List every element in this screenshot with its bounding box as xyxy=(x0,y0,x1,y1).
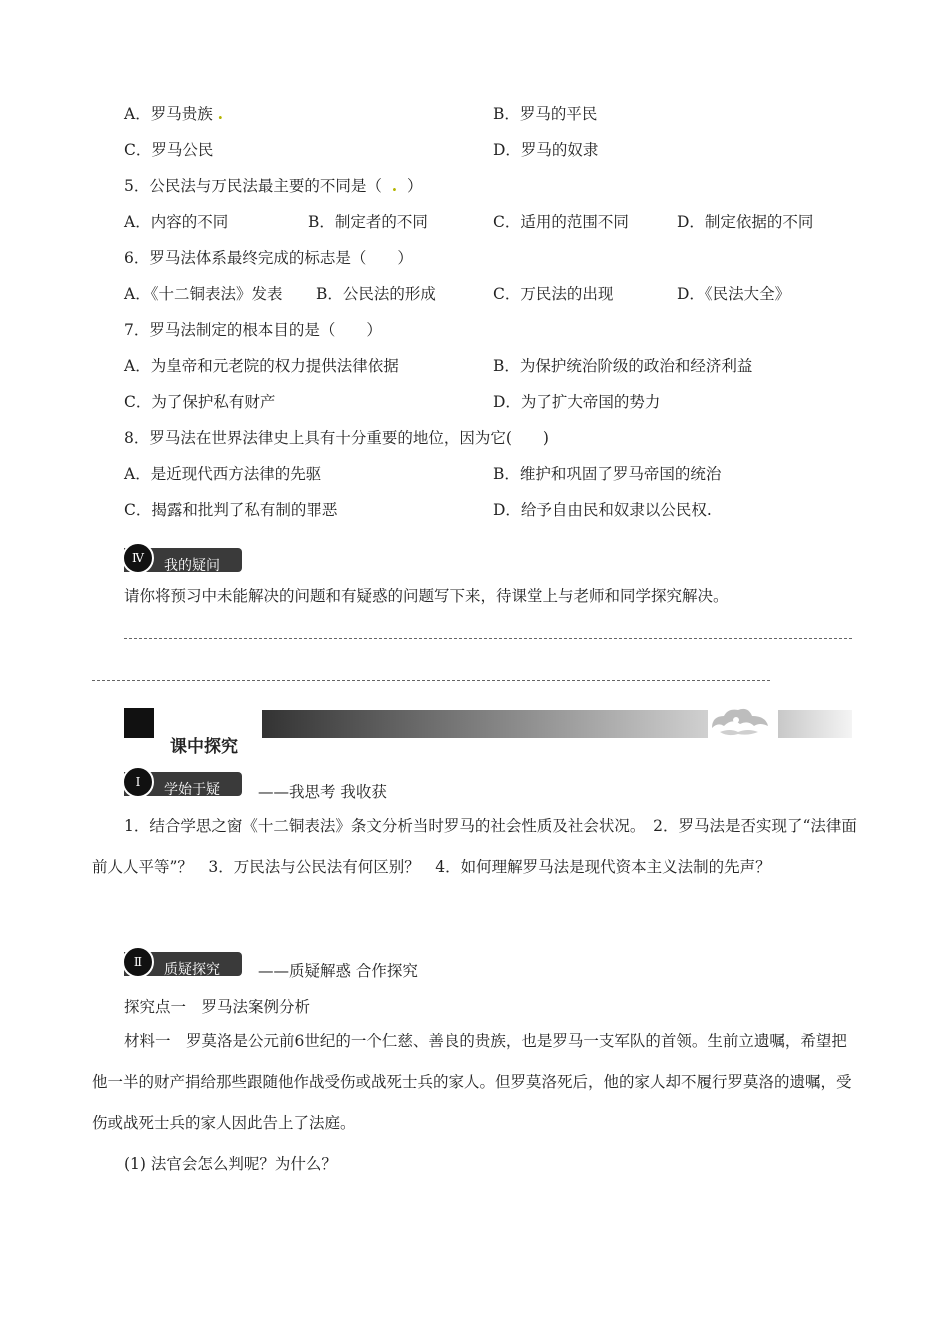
learn-badge xyxy=(124,772,242,796)
q4-option-c: C．罗马公民 xyxy=(124,141,214,159)
doubts-numeral: Ⅳ xyxy=(122,542,154,574)
answer-line-2 xyxy=(92,680,770,681)
q7-option-b: B．为保护统治阶级的政治和经济利益 xyxy=(493,357,753,375)
q5-option-d: D．制定依据的不同 xyxy=(677,213,814,231)
answer-line-1 xyxy=(124,638,852,639)
doubts-title: 我的疑问 xyxy=(164,558,220,574)
section-gradient-tail xyxy=(778,710,852,738)
inquiry-numeral: Ⅱ xyxy=(122,946,154,978)
learn-title: 学始于疑 xyxy=(164,782,220,798)
inquiry-title: 质疑探究 xyxy=(164,962,220,978)
q4-option-d: D．罗马的奴隶 xyxy=(493,141,599,159)
inquiry-material: 材料一 罗莫洛是公元前6世纪的一个仁慈、善良的贵族，也是罗马一支军队的首领。生前立遗嘱，希望把他一半的财产捐给那些跟随他作战受伤或战死士兵的家人。但罗莫洛死后，他的家人却不履行罗莫洛的遗嘱，受伤或战死士兵的家人因此告上了法庭。 xyxy=(92,1032,852,1132)
q6-option-c: C．万民法的出现 xyxy=(493,285,614,303)
section-title: 课中探究 xyxy=(170,737,238,757)
q8-option-b: B．维护和巩固了罗马帝国的统治 xyxy=(493,465,722,483)
learn-subtitle: ——我思考 我收获 xyxy=(258,783,387,801)
cloud-icon xyxy=(708,706,774,742)
q5-option-b: B．制定者的不同 xyxy=(308,213,428,231)
section-gradient-bar xyxy=(262,710,708,738)
q6-option-d: D．《民法大全》 xyxy=(677,285,791,303)
inquiry-point: 探究点一 罗马法案例分析 xyxy=(124,998,311,1016)
q4-option-a: A．罗马贵族 . xyxy=(124,104,224,123)
q5-option-a: A．内容的不同 xyxy=(124,213,229,231)
q5-stem: 5．公民法与万民法最主要的不同是（ . ） xyxy=(124,176,423,195)
learn-numeral: Ⅰ xyxy=(122,766,154,798)
q7-option-c: C．为了保护私有财产 xyxy=(124,393,276,411)
doubts-instruction: 请你将预习中未能解决的问题和有疑惑的问题写下来，待课堂上与老师和同学探究解决。 xyxy=(124,587,729,605)
q8-option-c: C．揭露和批判了私有制的罪恶 xyxy=(124,501,338,519)
q5-option-c: C．适用的范围不同 xyxy=(493,213,629,231)
learn-questions: 1．结合学思之窗《十二铜表法》条文分析当时罗马的社会性质及社会状况。 2．罗马法是否实现了“法律面前人人平等”？ 3．万民法与公民法有何区别？ 4．如何理解罗马法是现代资本主义法制的先声？ xyxy=(92,817,857,876)
q6-option-b: B．公民法的形成 xyxy=(316,285,436,303)
inquiry-subtitle: ——质疑解惑 合作探究 xyxy=(258,962,418,980)
q6-stem: 6．罗马法体系最终完成的标志是（ ） xyxy=(124,249,413,267)
q7-option-a: A．为皇帝和元老院的权力提供法律依据 xyxy=(124,357,399,375)
doubts-badge xyxy=(124,548,242,572)
q8-stem: 8．罗马法在世界法律史上具有十分重要的地位，因为它( ) xyxy=(124,429,549,447)
inquiry-badge xyxy=(124,952,242,976)
q7-option-d: D．为了扩大帝国的势力 xyxy=(493,393,661,411)
q8-option-a: A．是近现代西方法律的先驱 xyxy=(124,465,322,483)
q6-option-a: A．《十二铜表法》发表 xyxy=(124,285,283,303)
section-square-icon xyxy=(124,708,154,738)
q4-option-b: B．罗马的平民 xyxy=(493,105,598,123)
q8-option-d: D．给予自由民和奴隶以公民权. xyxy=(493,501,712,519)
q7-stem: 7．罗马法制定的根本目的是（ ） xyxy=(124,321,382,339)
inquiry-question-1: (1) 法官会怎么判呢？为什么？ xyxy=(124,1155,337,1173)
